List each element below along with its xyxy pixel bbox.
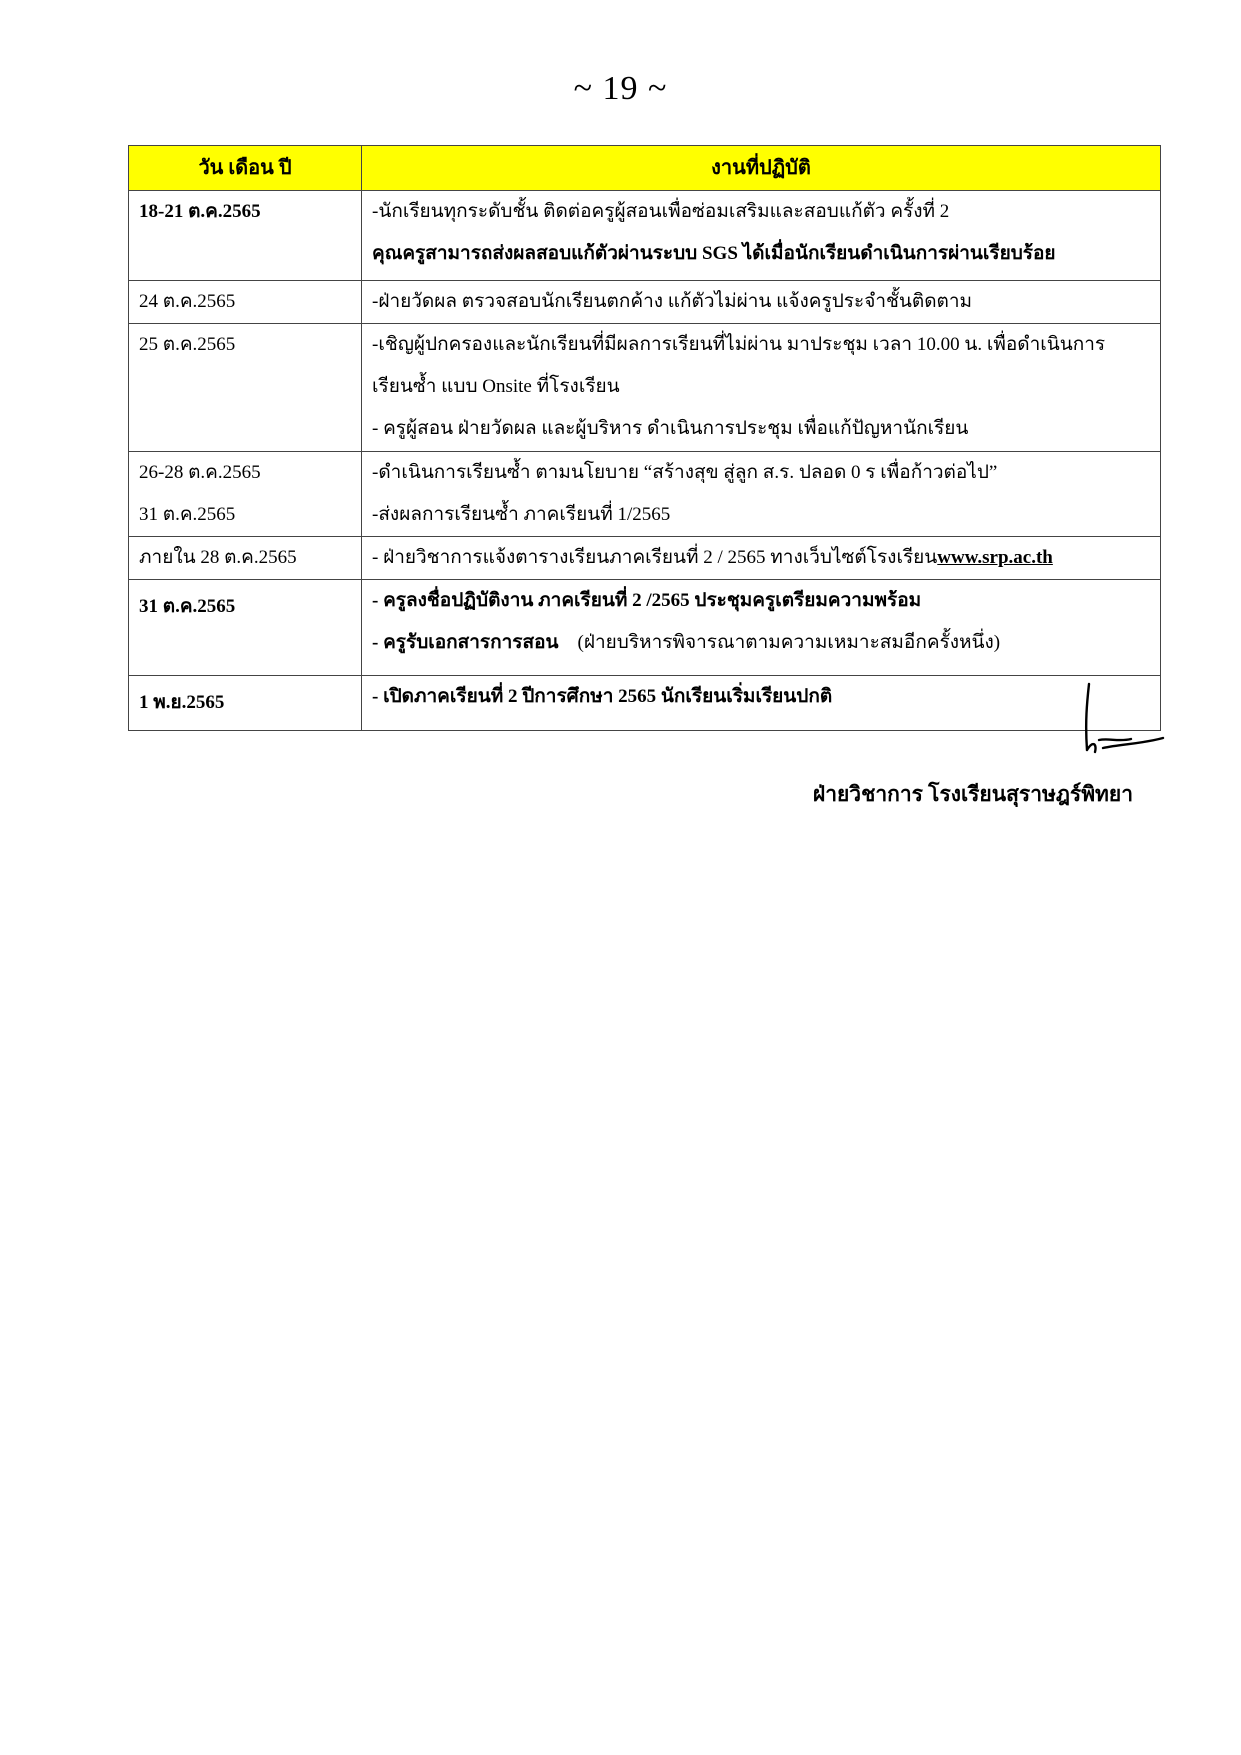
website-link[interactable]: www.srp.ac.th — [937, 547, 1053, 568]
table-row — [129, 676, 1161, 731]
task-line: เรียนซ้ำ แบบ Onsite ที่โรงเรียน — [372, 376, 620, 397]
task-line: - ครูรับเอกสารการสอน (ฝ่ายบริหารพิจารณาตามความเหมาะสมอีกครั้งหนึ่ง) — [372, 632, 1001, 653]
task-line: -ดำเนินการเรียนซ้ำ ตามนโยบาย “สร้างสุข สู่ลูก ส.ร. ปลอด 0 ร เพื่อก้าวต่อไป” — [372, 462, 998, 483]
task-line: -เชิญผู้ปกครองและนักเรียนที่มีผลการเรียนที่ไม่ผ่าน มาประชุม เวลา 10.00 น. เพื่อดำเนินการ — [372, 334, 1106, 355]
row-tasks — [362, 452, 1161, 537]
task-line: - ครูผู้สอน ฝ่ายวัดผล และผู้บริหาร ดำเนินการประชุม เพื่อแก้ปัญหานักเรียน — [372, 418, 969, 439]
row-tasks — [362, 676, 1161, 731]
table-row — [129, 452, 1161, 537]
row-date: 31 ต.ค.2565 — [129, 580, 362, 676]
row-date: 24 ต.ค.2565 — [129, 281, 362, 324]
header-date: วัน เดือน ปี — [129, 146, 362, 191]
task-line: คุณครูสามารถส่งผลสอบแก้ตัวผ่านระบบ SGS ได้เมื่อนักเรียนดำเนินการผ่านเรียบร้อย — [372, 243, 1056, 264]
row-date: 1 พ.ย.2565 — [129, 676, 362, 731]
footer-organization: ฝ่ายวิชาการ โรงเรียนสุราษฎร์พิทยา — [812, 782, 1133, 806]
header-task: งานที่ปฏิบัติ — [362, 146, 1161, 191]
table-row — [129, 191, 1161, 281]
task-line: -ฝ่ายวัดผล ตรวจสอบนักเรียนตกค้าง แก้ตัวไม่ผ่าน แจ้งครูประจำชั้นติดตาม — [372, 291, 973, 312]
row-tasks — [362, 324, 1161, 452]
table-row — [129, 281, 1161, 324]
table-row — [129, 324, 1161, 452]
row-date: 18-21 ต.ค.2565 — [129, 191, 362, 281]
date-line: 31 ต.ค.2565 — [139, 504, 236, 525]
row-date — [129, 452, 362, 537]
row-date: ภายใน 28 ต.ค.2565 — [129, 537, 362, 580]
table-header-row — [129, 146, 1161, 191]
row-tasks — [362, 281, 1161, 324]
table-row — [129, 537, 1161, 580]
task-line: - เปิดภาคเรียนที่ 2 ปีการศึกษา 2565 นักเรียนเริ่มเรียนปกติ — [372, 686, 833, 707]
task-line: - ครูลงชื่อปฏิบัติงาน ภาคเรียนที่ 2 /2565 ประชุมครูเตรียมความพร้อม — [372, 590, 922, 611]
task-line: -นักเรียนทุกระดับชั้น ติดต่อครูผู้สอนเพื่อซ่อมเสริมและสอบแก้ตัว ครั้งที่ 2 — [372, 201, 950, 222]
task-line: -ส่งผลการเรียนซ้ำ ภาคเรียนที่ 1/2565 — [372, 504, 671, 525]
task-note: (ฝ่ายบริหารพิจารณาตามความเหมาะสมอีกครั้งหนึ่ง) — [577, 632, 1001, 653]
row-tasks — [362, 537, 1161, 580]
row-date: 25 ต.ค.2565 — [129, 324, 362, 452]
task-text: - ฝ่ายวิชาการแจ้งตารางเรียนภาคเรียนที่ 2 / 2565 ทางเว็บไซต์โรงเรียน — [372, 547, 938, 568]
row-tasks — [362, 580, 1161, 676]
date-line: 26-28 ต.ค.2565 — [139, 462, 261, 483]
row-tasks — [362, 191, 1161, 281]
schedule-table — [128, 145, 1161, 731]
signature-icon — [1075, 682, 1165, 762]
page-number: ~ 19 ~ — [573, 70, 668, 107]
table-row — [129, 580, 1161, 676]
